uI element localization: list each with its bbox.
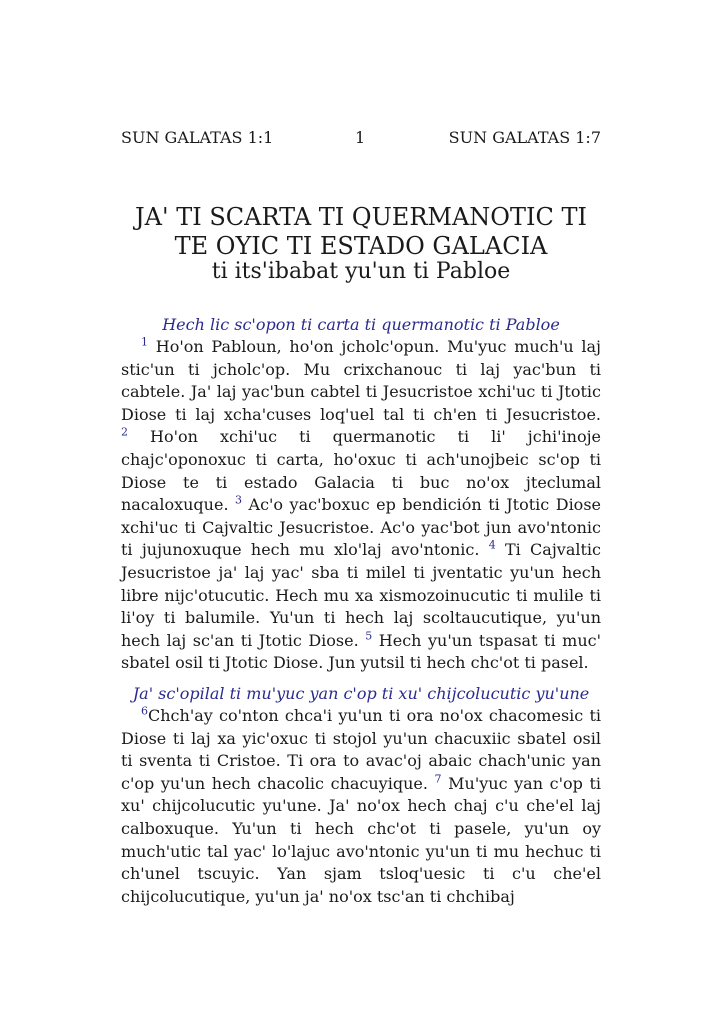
verse-number: 4 (488, 539, 496, 553)
verse-number: 6 (141, 704, 148, 718)
book-subtitle: ti its'ibabat yu'un ti Pabloe (211, 259, 511, 284)
page-number: 1 (355, 128, 366, 147)
scripture-paragraph (121, 705, 601, 908)
scripture-paragraph (121, 336, 601, 675)
running-header (121, 126, 601, 150)
verse-text: Ho'on Pabloun, ho'on jcholc'opun. Mu'yuc much'u laj stic'un ti jcholc'op. Mu crixchanouc ti laj yac'bun ti cabtele. Ja' laj yac'bun cabtel ti Jesucristoe xchi'uc ti Jtotic Diose ti laj xcha'cuses loq'uel tal ti ch'en ti Jesucristoe. (121, 337, 602, 424)
book-title (121, 203, 601, 261)
verse-text: Ho'on xchi'uc ti quermanotic ti li' jchi'inoje chajc'oponoxuc ti carta, ho'oxuc ti ach'unojbeic sc'op ti Diose te ti estado Galacia ti buc no'ox jteclumal nacaloxuque. (121, 427, 602, 515)
header-right-reference: SUN GALATAS 1:7 (448, 128, 601, 147)
book-title-line-2: TE OYIC TI ESTADO GALACIA (174, 232, 548, 260)
verse-number: 3 (235, 493, 243, 507)
verse-number: 2 (121, 426, 128, 440)
verse-number: 7 (434, 772, 442, 786)
section-heading: Ja' sc'opilal ti mu'yuc yan c'op ti xu' chijcolucutic yu'une (132, 684, 590, 703)
book-title-line-1: JA' TI SCARTA TI QUERMANOTIC TI (135, 203, 587, 231)
header-left-reference: SUN GALATAS 1:1 (121, 128, 274, 147)
verse-text: Mu'yuc yan c'op ti xu' chijcolucutic yu'une. Ja' no'ox hech chaj c'u che'el laj calboxuque. Yu'un ti hech chc'ot ti pasele, yu'un oy much'utic tal yac' lo'lajuc avo'ntonic yu'un ti mu hechuc ti ch'unel tscuyic. Yan sjam tsloq'uesic ti c'u che'el chijcolucutique, yu'un ja' no'ox tsc'an ti chchibaj (121, 773, 602, 906)
verse-text: Ti Cajvaltic Jesucristoe ja' laj yac' sba ti milel ti jventatic yu'un hech libre nijc'otucutic. Hech mu xa xismozoinucutic ti mulile ti li'oy ti balumile. Yu'un ti hech laj scoltaucutique, yu'un hech laj sc'an ti Jtotic Diose. (121, 540, 602, 650)
verse-number: 1 (141, 335, 148, 349)
verse-number: 5 (365, 629, 373, 643)
verse-text: Ac'o yac'boxuc ep bendición ti Jtotic Diose xchi'uc ti Cajvaltic Jesucristoe. Ac'o yac'bot jun avo'ntonic ti jujunoxuque hech mu xlo'laj avo'ntonic. (121, 495, 601, 560)
verse-text: Chch'ay co'nton chca'i yu'un ti ora no'ox chacomesic ti Diose ti laj xa yic'oxuc ti stojol yu'un chacuxiic sbatel osil ti sventa ti Cristoe. Ti ora to avac'oj abaic chach'unic yan c'op yu'un hech chacolic chacuyique. (121, 706, 601, 793)
verse-text: Hech yu'un tspasat ti muc' sbatel osil ti Jtotic Diose. Jun yutsil ti hech chc'ot ti pasel. (121, 630, 601, 673)
section-heading: Hech lic sc'opon ti carta ti quermanotic ti Pabloe (162, 315, 560, 334)
